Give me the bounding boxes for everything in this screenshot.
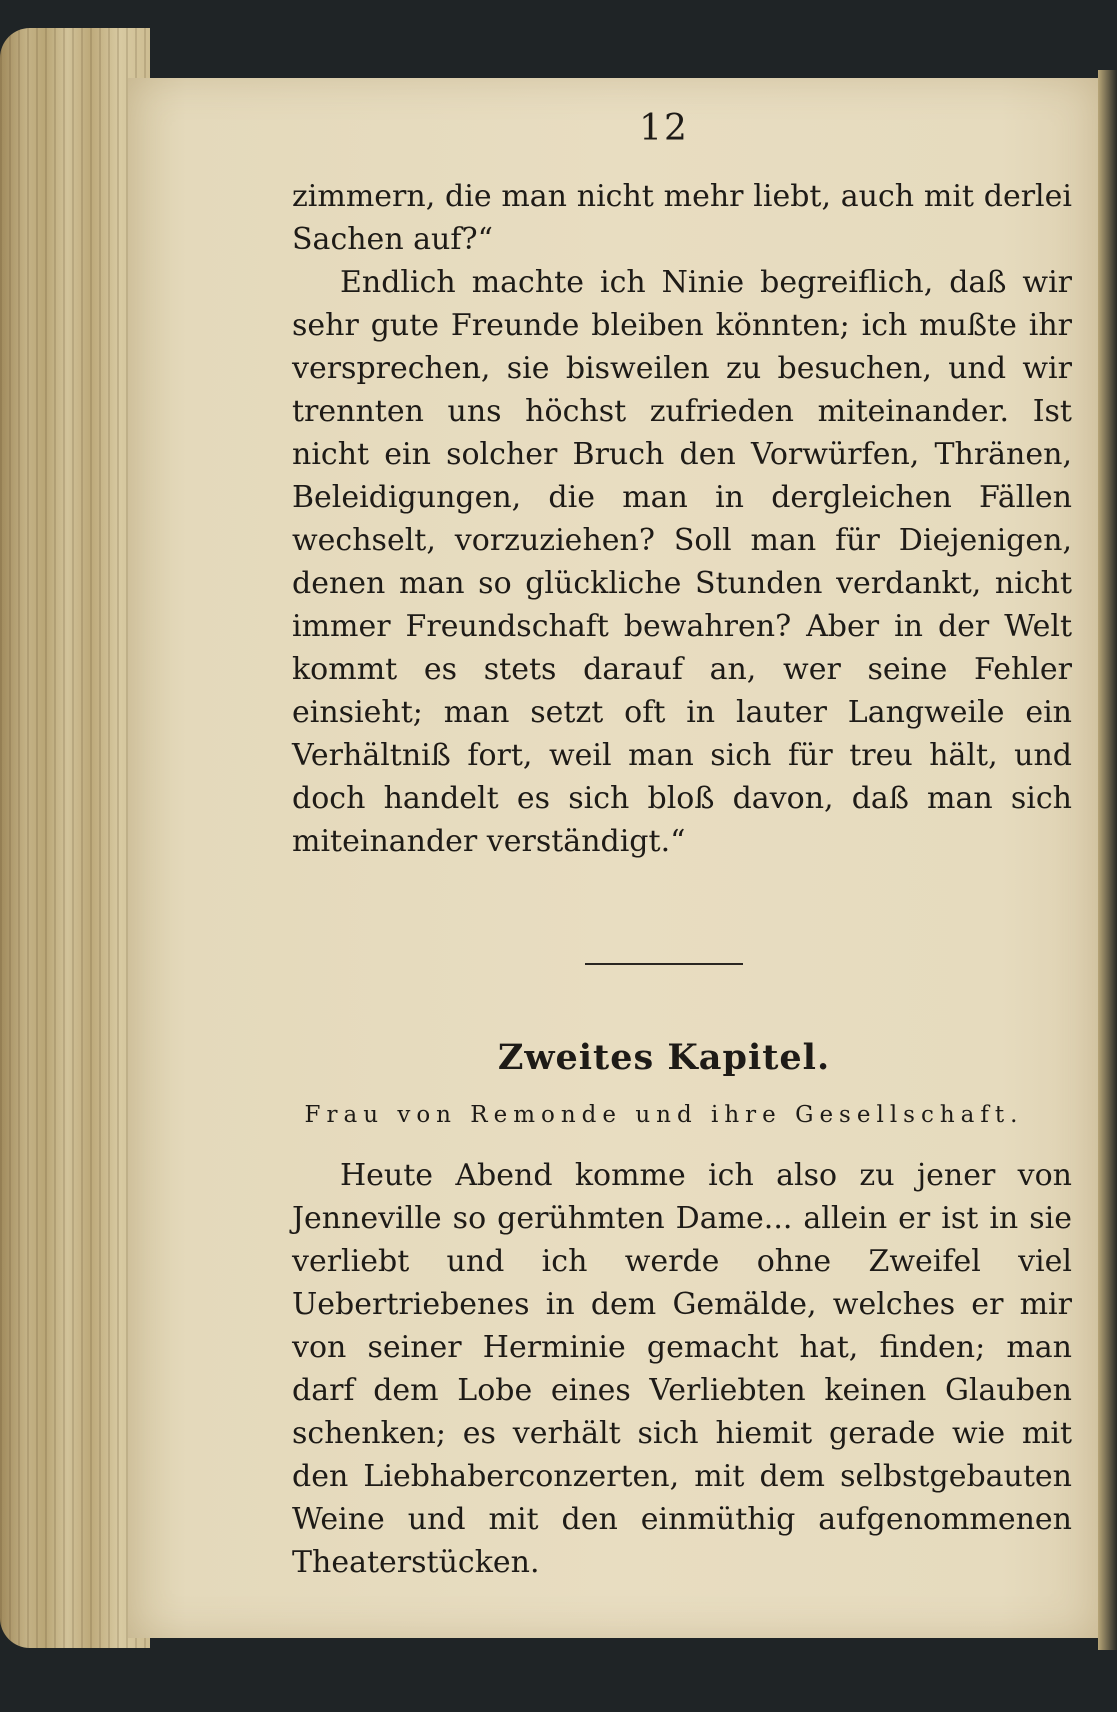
page-number: 12 [639, 108, 689, 149]
body-text-top [292, 175, 1072, 863]
paragraph: Endlich machte ich Ninie begreiflich, daß wir sehr gute Freunde bleiben könnten; ich mußte ihr versprechen, sie bisweilen zu besuchen, und wir trennten uns höchst zufrieden miteinander. Ist nicht ein solcher Bruch den Vorwürfen, Thränen, Beleidigungen, die man in dergleichen Fällen wechselt, vorzuziehen? Soll man für Diejenigen, denen man so glückliche Stunden verdankt, nicht immer Freundschaft bewahren? Aber in der Welt kommt es stets darauf an, wer seine Fehler einsieht; man setzt oft in lauter Langweile ein Verhältniß fort, weil man sich für treu hält, und doch handelt es sich bloß davon, daß man sich miteinander verständigt.“ [292, 265, 1072, 859]
paragraph: Heute Abend komme ich also zu jener von Jenneville so gerühmten Dame... allein er ist in sie verliebt und ich werde ohne Zweifel viel Uebertriebenes in dem Gemälde, welches er mir von seiner Herminie gemacht hat, finden; man darf dem Lobe eines Verliebten keinen Glauben schenken; es verhält sich hiemit gerade wie mit den Liebhaberconzerten, mit dem selbstgebauten Weine und mit den einmüthig aufgenommenen Theaterstücken. [292, 1158, 1072, 1580]
body-text-chapter [292, 1154, 1072, 1584]
book-gutter [1098, 70, 1117, 1650]
paragraph-continuation: zimmern, die man nicht mehr liebt, auch mit derlei Sachen auf?“ [292, 179, 1072, 257]
chapter-subtitle: Frau von Remonde und ihre Gesellschaft. [304, 1102, 1024, 1128]
section-divider [585, 963, 743, 965]
chapter-title: Zweites Kapitel. [497, 1037, 831, 1078]
page-content [292, 108, 1072, 1584]
